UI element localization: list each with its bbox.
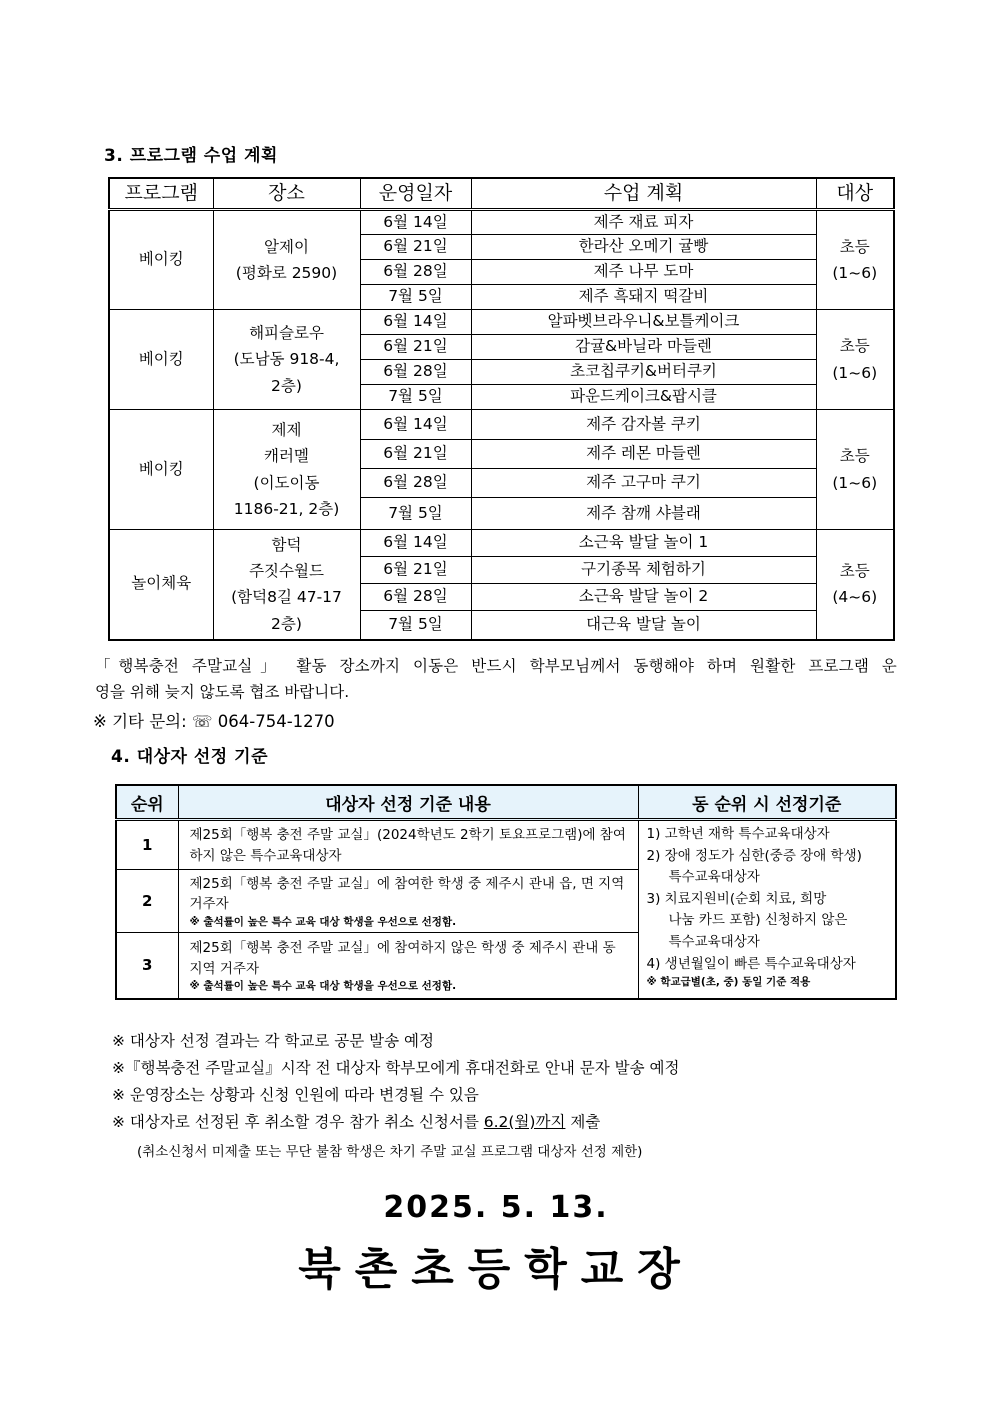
plan-cell: 제주 참깨 샤블래: [471, 498, 816, 530]
plan-cell: 구기종목 체험하기: [471, 557, 816, 584]
table-row: [109, 210, 894, 235]
col-header-content: 대상자 선정 기준 내용: [178, 785, 638, 820]
plan-cell: 초코칩쿠키&버터쿠키: [471, 360, 816, 385]
principal-signature: 북촌초등학교장: [298, 1244, 694, 1295]
date-cell: 6월 14일: [360, 530, 471, 557]
place-line: 캐러멜: [264, 447, 309, 466]
target-line: (1~6): [832, 363, 878, 382]
plan-cell: 파운드케이크&팝시클: [471, 385, 816, 410]
rank-cell: 3: [116, 933, 178, 999]
place-line: (도남동 918-4,: [233, 350, 340, 369]
place-line: 주짓수월드: [249, 561, 324, 580]
tiebreak-text-cont: 특수교육대상자: [668, 869, 760, 886]
program-cell: 놀이체육: [109, 530, 213, 640]
plan-cell: 대근육 발달 놀이: [471, 611, 816, 640]
criteria-text: 제25회「행복 충전 주말 교실」에 참여하지 않은 학생 중 제주시 관내 동 지역 거주자: [189, 940, 616, 977]
notice-item: ※ 운영장소는 상황과 신청 인원에 따라 변경될 수 있음: [112, 1086, 479, 1104]
tiebreak-text: 2) 장애 정도가 심한(중증 장애 학생): [646, 847, 862, 864]
place-cell: [213, 410, 360, 530]
tiebreak-cell: [638, 820, 896, 999]
program-schedule-table: [108, 177, 895, 641]
col-header-rank: 순위: [116, 785, 178, 820]
escort-notice-line: 「행복충전 주말교실」 활동 장소까지 이동은 반드시 학부모님께서 동행해야 하며 원활한 프로그램 운: [95, 657, 897, 675]
tiebreak-item: [647, 846, 892, 889]
section-4-heading: 4. 대상자 선정 기준: [111, 747, 268, 767]
rank-cell: 2: [116, 870, 178, 933]
col-header-target: 대상: [816, 178, 894, 210]
place-cell: [213, 530, 360, 640]
document-date: 2025. 5. 13.: [383, 1190, 609, 1225]
notice-item: ※ 대상자 선정 결과는 각 학교로 공문 발송 예정: [112, 1032, 434, 1050]
target-line: (4~6): [832, 588, 878, 607]
tiebreak-text: 1) 고학년 재학 특수교육대상자: [646, 826, 830, 842]
target-cell: [816, 410, 894, 530]
criteria-content-cell: [178, 933, 638, 999]
table-row: [109, 530, 894, 557]
place-cell: [213, 210, 360, 310]
plan-cell: 제주 고구마 쿠기: [471, 469, 816, 498]
program-cell: 베이킹: [109, 310, 213, 410]
col-header-place: 장소: [213, 178, 360, 210]
criteria-header-row: [116, 785, 896, 820]
plan-cell: 제주 재료 피자: [471, 210, 816, 235]
date-cell: 6월 21일: [360, 335, 471, 360]
schedule-header-row: [109, 178, 894, 210]
place-line: 해피슬로우: [249, 323, 324, 342]
tiebreak-text-cont: 나눔 카드 포함) 신청하지 않은: [668, 912, 848, 929]
plan-cell: 제주 레몬 마들렌: [471, 440, 816, 469]
criteria-content-cell: [178, 820, 638, 870]
criteria-note: ※ 출석률이 높은 특수 교육 대상 학생을 우선으로 선정함.: [189, 915, 457, 928]
notice-text: ※ 대상자로 선정된 후 취소할 경우 참가 취소 신청서를: [112, 1113, 484, 1131]
target-line: 초등: [839, 447, 870, 466]
criteria-text: 제25회「행복 충전 주말 교실」(2024학년도 2학기 토요프로그램)에 참여하지 않은 특수교육대상자: [189, 827, 626, 864]
rank-cell: 1: [116, 820, 178, 870]
target-line: 초등: [839, 237, 870, 256]
tiebreak-text: 3) 치료지원비(순회 치료, 희망: [646, 890, 827, 907]
plan-cell: 소근육 발달 놀이 1: [471, 530, 816, 557]
plan-cell: 알파벳브라우니&보틀케이크: [471, 310, 816, 335]
program-cell: 베이킹: [109, 210, 213, 310]
target-cell: [816, 210, 894, 310]
date-cell: 7월 5일: [360, 285, 471, 310]
plan-cell: 한라산 오메기 귤빵: [471, 235, 816, 260]
tiebreak-item: [647, 824, 892, 846]
tiebreak-note: ※ 학교급별(초, 중) 동일 기준 적용: [646, 976, 811, 989]
date-cell: 6월 28일: [360, 584, 471, 611]
date-cell: 6월 21일: [360, 440, 471, 469]
place-line: 알제이: [264, 237, 309, 256]
place-line: 2층): [271, 376, 302, 395]
place-line: 제제: [271, 420, 302, 439]
place-line: (평화로 2590): [235, 264, 338, 282]
target-cell: [816, 530, 894, 640]
col-header-date: 운영일자: [360, 178, 471, 210]
place-line: 함덕: [271, 535, 302, 554]
tiebreak-text: 4) 생년월일이 빠른 특수교육대상자: [646, 955, 856, 972]
plan-cell: 제주 감자볼 쿠키: [471, 410, 816, 440]
date-cell: 6월 21일: [360, 235, 471, 260]
plan-cell: 소근육 발달 놀이 2: [471, 584, 816, 611]
notice-list: [112, 1028, 679, 1136]
criteria-text: 제25회「행복 충전 주말 교실」에 참여한 학생 중 제주시 관내 읍, 면 지역 거주자: [189, 876, 625, 913]
escort-notice: [95, 653, 897, 705]
notice-sub: (취소신청서 미제출 또는 무단 불참 학생은 차기 주말 교실 프로그램 대상자 선정 제한): [137, 1144, 643, 1160]
col-header-program: 프로그램: [109, 178, 213, 210]
date-cell: 6월 28일: [360, 469, 471, 498]
place-line: (이도이동: [253, 473, 320, 492]
criteria-content-cell: [178, 870, 638, 933]
date-cell: 6월 28일: [360, 260, 471, 285]
target-line: (1~6): [832, 473, 878, 492]
plan-cell: 제주 나무 도마: [471, 260, 816, 285]
date-cell: 7월 5일: [360, 611, 471, 640]
cancel-deadline: 6.2(월)까지: [483, 1113, 566, 1131]
date-cell: 7월 5일: [360, 498, 471, 530]
place-line: 2층): [271, 614, 302, 633]
tiebreak-item: [647, 954, 892, 976]
target-cell: [816, 310, 894, 410]
date-cell: 6월 14일: [360, 310, 471, 335]
table-row: [109, 310, 894, 335]
plan-cell: 제주 흑돼지 떡갈비: [471, 285, 816, 310]
date-cell: 6월 21일: [360, 557, 471, 584]
target-line: 초등: [839, 337, 870, 356]
tiebreak-item: [647, 889, 892, 954]
notice-item: ※『행복충전 주말교실』시작 전 대상자 학부모에게 휴대전화로 안내 문자 발송 예정: [112, 1059, 680, 1077]
table-row: [116, 820, 896, 870]
date-cell: 6월 14일: [360, 410, 471, 440]
table-row: [109, 410, 894, 440]
date-cell: 7월 5일: [360, 385, 471, 410]
escort-notice-line: 영을 위해 늦지 않도록 협조 바랍니다.: [95, 683, 350, 701]
place-line: 1186-21, 2층): [233, 499, 340, 518]
criteria-note: ※ 출석률이 높은 특수 교육 대상 학생을 우선으로 선정함.: [189, 979, 457, 992]
program-cell: 베이킹: [109, 410, 213, 530]
plan-cell: 감귤&바닐라 마들렌: [471, 335, 816, 360]
target-line: (1~6): [832, 264, 878, 282]
tiebreak-text-cont: 특수교육대상자: [668, 933, 760, 950]
place-cell: [213, 310, 360, 410]
notice-item: [112, 1109, 679, 1136]
selection-criteria-table: [115, 784, 897, 1000]
contact-info: ※ 기타 문의: ☏ 064-754-1270: [93, 712, 335, 731]
place-line: (함덕8길 47-17: [231, 588, 342, 607]
notice-text: 제출: [565, 1113, 601, 1131]
col-header-plan: 수업 계획: [471, 178, 816, 210]
col-header-tiebreak: 동 순위 시 선정기준: [638, 785, 896, 820]
section-3-heading: 3. 프로그램 수업 계획: [104, 146, 278, 166]
date-cell: 6월 14일: [360, 210, 471, 235]
target-line: 초등: [839, 561, 870, 580]
date-cell: 6월 28일: [360, 360, 471, 385]
